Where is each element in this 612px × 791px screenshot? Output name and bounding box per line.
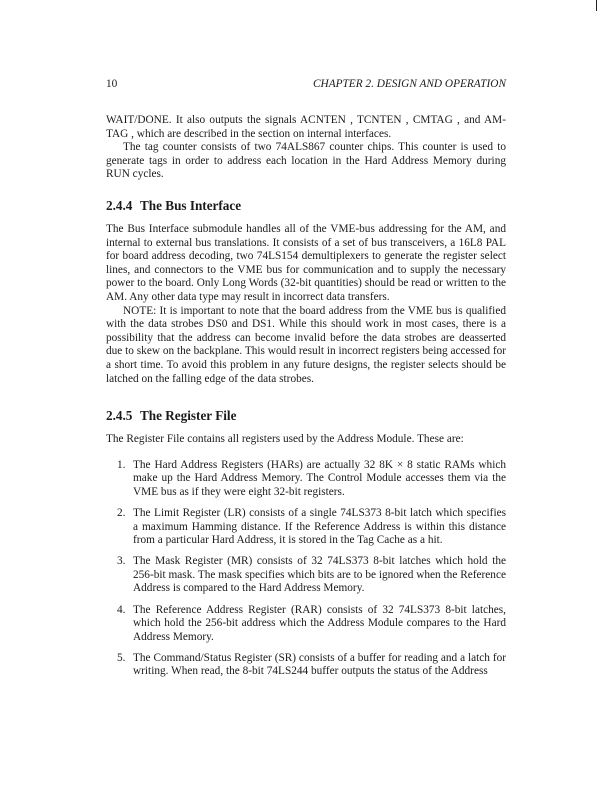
item-number: 2.: [117, 506, 126, 519]
page-number: 10: [106, 78, 118, 90]
item-text: The Reference Address Register (RAR) consists of 32 74LS373 8-bit latches, which hold the 256-bit address which the Address Module compares to the Hard Address Memory.: [133, 603, 506, 643]
section-heading: [106, 198, 506, 214]
section-number: 2.4.5: [106, 408, 133, 424]
item-text: The Limit Register (LR) consists of a single 74LS373 8-bit latch which specifies a maximum Hamming distance. If the Reference Address is within this distance from a particular Hard Address, it is stored in the Tag Cache as a hit.: [133, 506, 506, 547]
section-title: The Register File: [140, 408, 237, 424]
list-item: [106, 459, 506, 500]
paragraph: The Bus Interface submodule handles all of the VME-bus addressing for the AM, and internal to external bus translations. It consists of a set of bus transceivers, a 16L8 PAL for board address decoding, two 74LS154 demultiplexers to generate the register select lines, and connectors to the VME bus for communication and to supply the necessary power to the board. Only Long Words (32-bit quantities) should be read or written to the AM. Any other data type may result in incorrect data transfers.: [106, 222, 506, 303]
list-item: [106, 507, 506, 548]
section-number: 2.4.4: [106, 197, 133, 213]
paragraph: WAIT/DONE. It also outputs the signals ACNTEN , TCNTEN , CMTAG , and AM-TAG , which are described in the section on internal interfaces.: [106, 114, 506, 140]
register-list: [106, 459, 506, 679]
list-item: [106, 604, 506, 645]
item-text: The Mask Register (MR) consists of 32 74LS373 8-bit latches which hold the 256-bit mask. The mask specifies which bits are to be ignored when the Reference Address is compared to the Hard Address Memory.: [133, 555, 506, 595]
paragraph: The Register File contains all registers used by the Address Module. These are:: [106, 433, 464, 446]
running-head: CHAPTER 2. DESIGN AND OPERATION: [313, 78, 506, 90]
section-heading: [106, 408, 506, 424]
list-item: [106, 555, 506, 596]
item-number: 3.: [117, 555, 126, 568]
paragraph: NOTE: It is important to note that the board address from the VME bus is qualified with the data strobes DS0 and DS1. While this should work in most cases, there is a possibility that the address can become invalid before the data strobes are deasserted due to skew on the backplane. This would result in incorrect registers being accessed for a short time. To avoid this problem in any future designs, the register selects should be latched on the falling edge of the data strobes.: [106, 304, 506, 385]
item-text: The Command/Status Register (SR) consists of a buffer for reading and a latch for writing. When read, the 8-bit 74LS244 buffer outputs the status of the Address: [133, 651, 506, 678]
page-body: [106, 114, 506, 687]
page-header: [106, 77, 506, 91]
item-number: 1.: [117, 458, 126, 471]
paragraph: The tag counter consists of two 74ALS867 counter chips. This counter is used to generate tags in order to address each location in the Hard Address Memory during RUN cycles.: [106, 141, 506, 181]
list-item: [106, 652, 506, 679]
section-title: The Bus Interface: [140, 197, 242, 213]
item-text: The Hard Address Registers (HARs) are actually 32 8K × 8 static RAMs which make up the Hard Address Memory. The Control Module accesses them via the VME bus as if they were eight 32-bit registers.: [133, 458, 506, 498]
item-number: 5.: [117, 651, 126, 664]
scan-mark: [596, 0, 597, 11]
item-number: 4.: [117, 603, 126, 616]
